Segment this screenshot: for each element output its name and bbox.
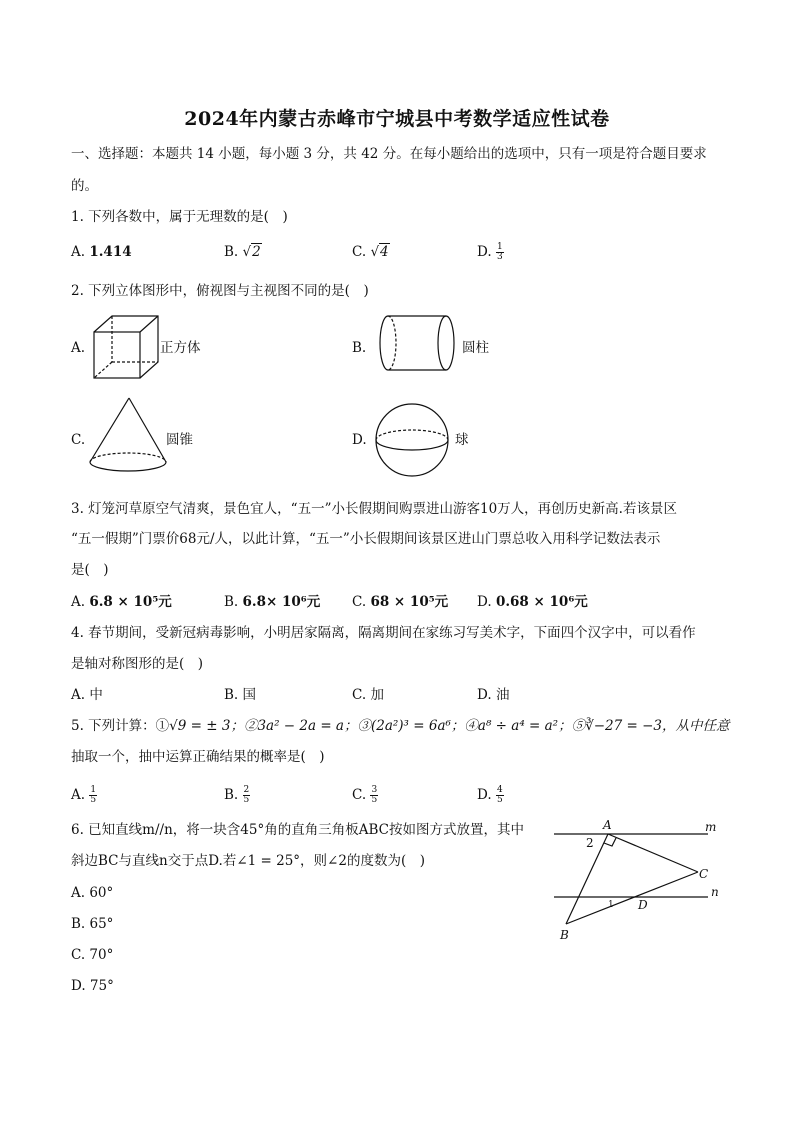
q4-a-value: 中	[89, 687, 103, 703]
q5-expr3: ∛−27 = −3，从中任意	[585, 718, 730, 734]
q1-c-sqrt: √4	[370, 244, 389, 260]
q5-expr2: 3a² − 2a = a；③(2a²)³ = 6a⁶；④a⁸ ÷ a⁴ = a²；⑤	[257, 718, 586, 734]
q3-b-value: 6.8× 10⁶元	[242, 594, 321, 610]
q1-option-d	[477, 243, 504, 262]
q5-d-den: 5	[496, 795, 503, 805]
label-n: n	[711, 885, 719, 899]
q4-b-label: B.	[224, 687, 239, 703]
q1-d-den: 3	[496, 252, 503, 262]
q6-option-a: A. 60°	[71, 885, 114, 901]
q4-line1: 4. 春节期间，受新冠病毒影响，小明居家隔离，隔离期间在家练习写美术字，下面四个汉字中，可以看作	[71, 625, 696, 641]
q5-a-num: 1	[90, 785, 97, 795]
q3-line3: 是( )	[71, 562, 109, 578]
q4-option-d	[477, 686, 509, 704]
q3-d-value: 0.68 × 10⁶元	[495, 594, 588, 610]
label-b: B	[560, 928, 569, 942]
q3-a-value: 6.8 × 10⁵元	[89, 594, 172, 610]
label-m: m	[705, 820, 717, 834]
q5-d-fraction	[496, 786, 504, 805]
q1-c-label: C.	[352, 244, 367, 260]
q5-option-a	[71, 786, 97, 805]
side-bc	[566, 872, 698, 924]
q5-a-label: A.	[71, 787, 86, 803]
q2-d-name: 球	[455, 432, 469, 448]
q5-a-den: 5	[90, 795, 97, 805]
q2-c-name: 圆锥	[166, 432, 193, 448]
q6-option-d: D. 75°	[71, 978, 114, 994]
q2-a-name: 正方体	[160, 340, 201, 356]
q2-c-label: C.	[71, 432, 86, 448]
q1-b-radicand: 2	[252, 244, 261, 260]
cylinder-figure	[378, 315, 458, 373]
q4-option-c	[352, 686, 384, 704]
q6-line2: 斜边BC与直线n交于点D.若∠1 = 25°，则∠2的度数为( )	[71, 853, 425, 869]
q5-option-d	[477, 786, 504, 805]
q5-b-fraction	[243, 786, 251, 805]
q3-option-d	[477, 593, 588, 611]
q4-option-a	[71, 686, 103, 704]
side-ac	[608, 834, 698, 872]
label-a: A	[603, 818, 612, 832]
q5-c-label: C.	[352, 787, 367, 803]
q4-b-value: 国	[242, 687, 257, 703]
q1-b-sqrt: √2	[242, 244, 261, 260]
q3-option-a	[71, 593, 172, 611]
q2-b-label: B.	[352, 340, 367, 356]
q5-expr1: √9 = ± 3；②	[169, 718, 258, 734]
q2-d-label: D.	[352, 432, 367, 448]
triangle-parallel-lines-figure	[548, 818, 728, 946]
q5-b-label: B.	[224, 787, 239, 803]
q5-prefix: 5. 下列计算：①	[71, 718, 170, 734]
q1-d-label: D.	[477, 244, 492, 260]
q1-b-label: B.	[224, 244, 239, 260]
q4-a-label: A.	[71, 687, 86, 703]
section-heading-line2: 的。	[71, 178, 98, 194]
cone-figure	[88, 396, 168, 474]
q4-c-value: 加	[370, 687, 384, 703]
q5-d-num: 4	[496, 785, 503, 795]
q2-a-label: A.	[71, 340, 86, 356]
label-angle-1: 1	[608, 900, 614, 910]
q5-line1	[71, 717, 729, 735]
q6-line1: 6. 已知直线m//n，将一块含45°角的直角三角板ABC按如图方式放置，其中	[71, 822, 524, 838]
q1-a-value: 1.414	[89, 244, 132, 260]
q3-c-label: C.	[352, 594, 367, 610]
section-heading-line1: 一、选择题：本题共 14 小题，每小题 3 分，共 42 分。在每小题给出的选项中，只有一项是符合题目要求	[71, 146, 707, 162]
q3-option-c	[352, 593, 448, 611]
sphere-figure	[374, 402, 450, 478]
q5-option-c	[352, 786, 378, 805]
q1-c-radicand: 4	[380, 244, 389, 260]
q6-option-b: B. 65°	[71, 916, 114, 932]
q3-c-value: 68 × 10⁵元	[370, 594, 449, 610]
q2-stem: 2. 下列立体图形中，俯视图与主视图不同的是( )	[71, 283, 369, 299]
q4-option-b	[224, 686, 256, 704]
q3-a-label: A.	[71, 594, 86, 610]
q3-d-label: D.	[477, 594, 492, 610]
q1-option-a	[71, 243, 132, 261]
q5-b-den: 5	[243, 795, 250, 805]
q5-c-fraction	[370, 786, 378, 805]
q5-a-fraction	[89, 786, 97, 805]
label-d: D	[638, 898, 648, 912]
q3-line2: “五一假期”门票价68元/人，以此计算，“五一”小长假期间该景区进山门票总收入用科学记数法表示	[71, 531, 661, 547]
q3-line1: 3. 灯笼河草原空气清爽，景色宜人，“五一”小长假期间购票进山游客10万人，再创历史新高.若该景区	[71, 501, 677, 517]
page-title: 2024年内蒙古赤峰市宁城县中考数学适应性试卷	[184, 108, 610, 130]
q5-d-label: D.	[477, 787, 492, 803]
q1-d-fraction	[496, 243, 504, 262]
q4-c-label: C.	[352, 687, 367, 703]
label-c: C	[699, 867, 709, 881]
q1-option-b	[224, 243, 262, 261]
q4-line2: 是轴对称图形的是( )	[71, 656, 204, 672]
q3-b-label: B.	[224, 594, 239, 610]
q2-b-name: 圆柱	[462, 340, 489, 356]
q1-option-c	[352, 243, 390, 261]
q1-a-label: A.	[71, 244, 86, 260]
label-angle-2: 2	[586, 836, 594, 850]
q5-c-num: 3	[371, 785, 378, 795]
q5-option-b	[224, 786, 250, 805]
q4-d-value: 油	[495, 687, 510, 703]
q4-d-label: D.	[477, 687, 492, 703]
q6-option-c: C. 70°	[71, 947, 114, 963]
q5-line2: 抽取一个，抽中运算正确结果的概率是( )	[71, 749, 325, 765]
q5-c-den: 5	[371, 795, 378, 805]
q1-d-num: 1	[496, 242, 503, 252]
q5-b-num: 2	[243, 785, 250, 795]
cube-figure	[88, 312, 160, 382]
q3-option-b	[224, 593, 320, 611]
q1-stem: 1. 下列各数中，属于无理数的是( )	[71, 209, 288, 225]
